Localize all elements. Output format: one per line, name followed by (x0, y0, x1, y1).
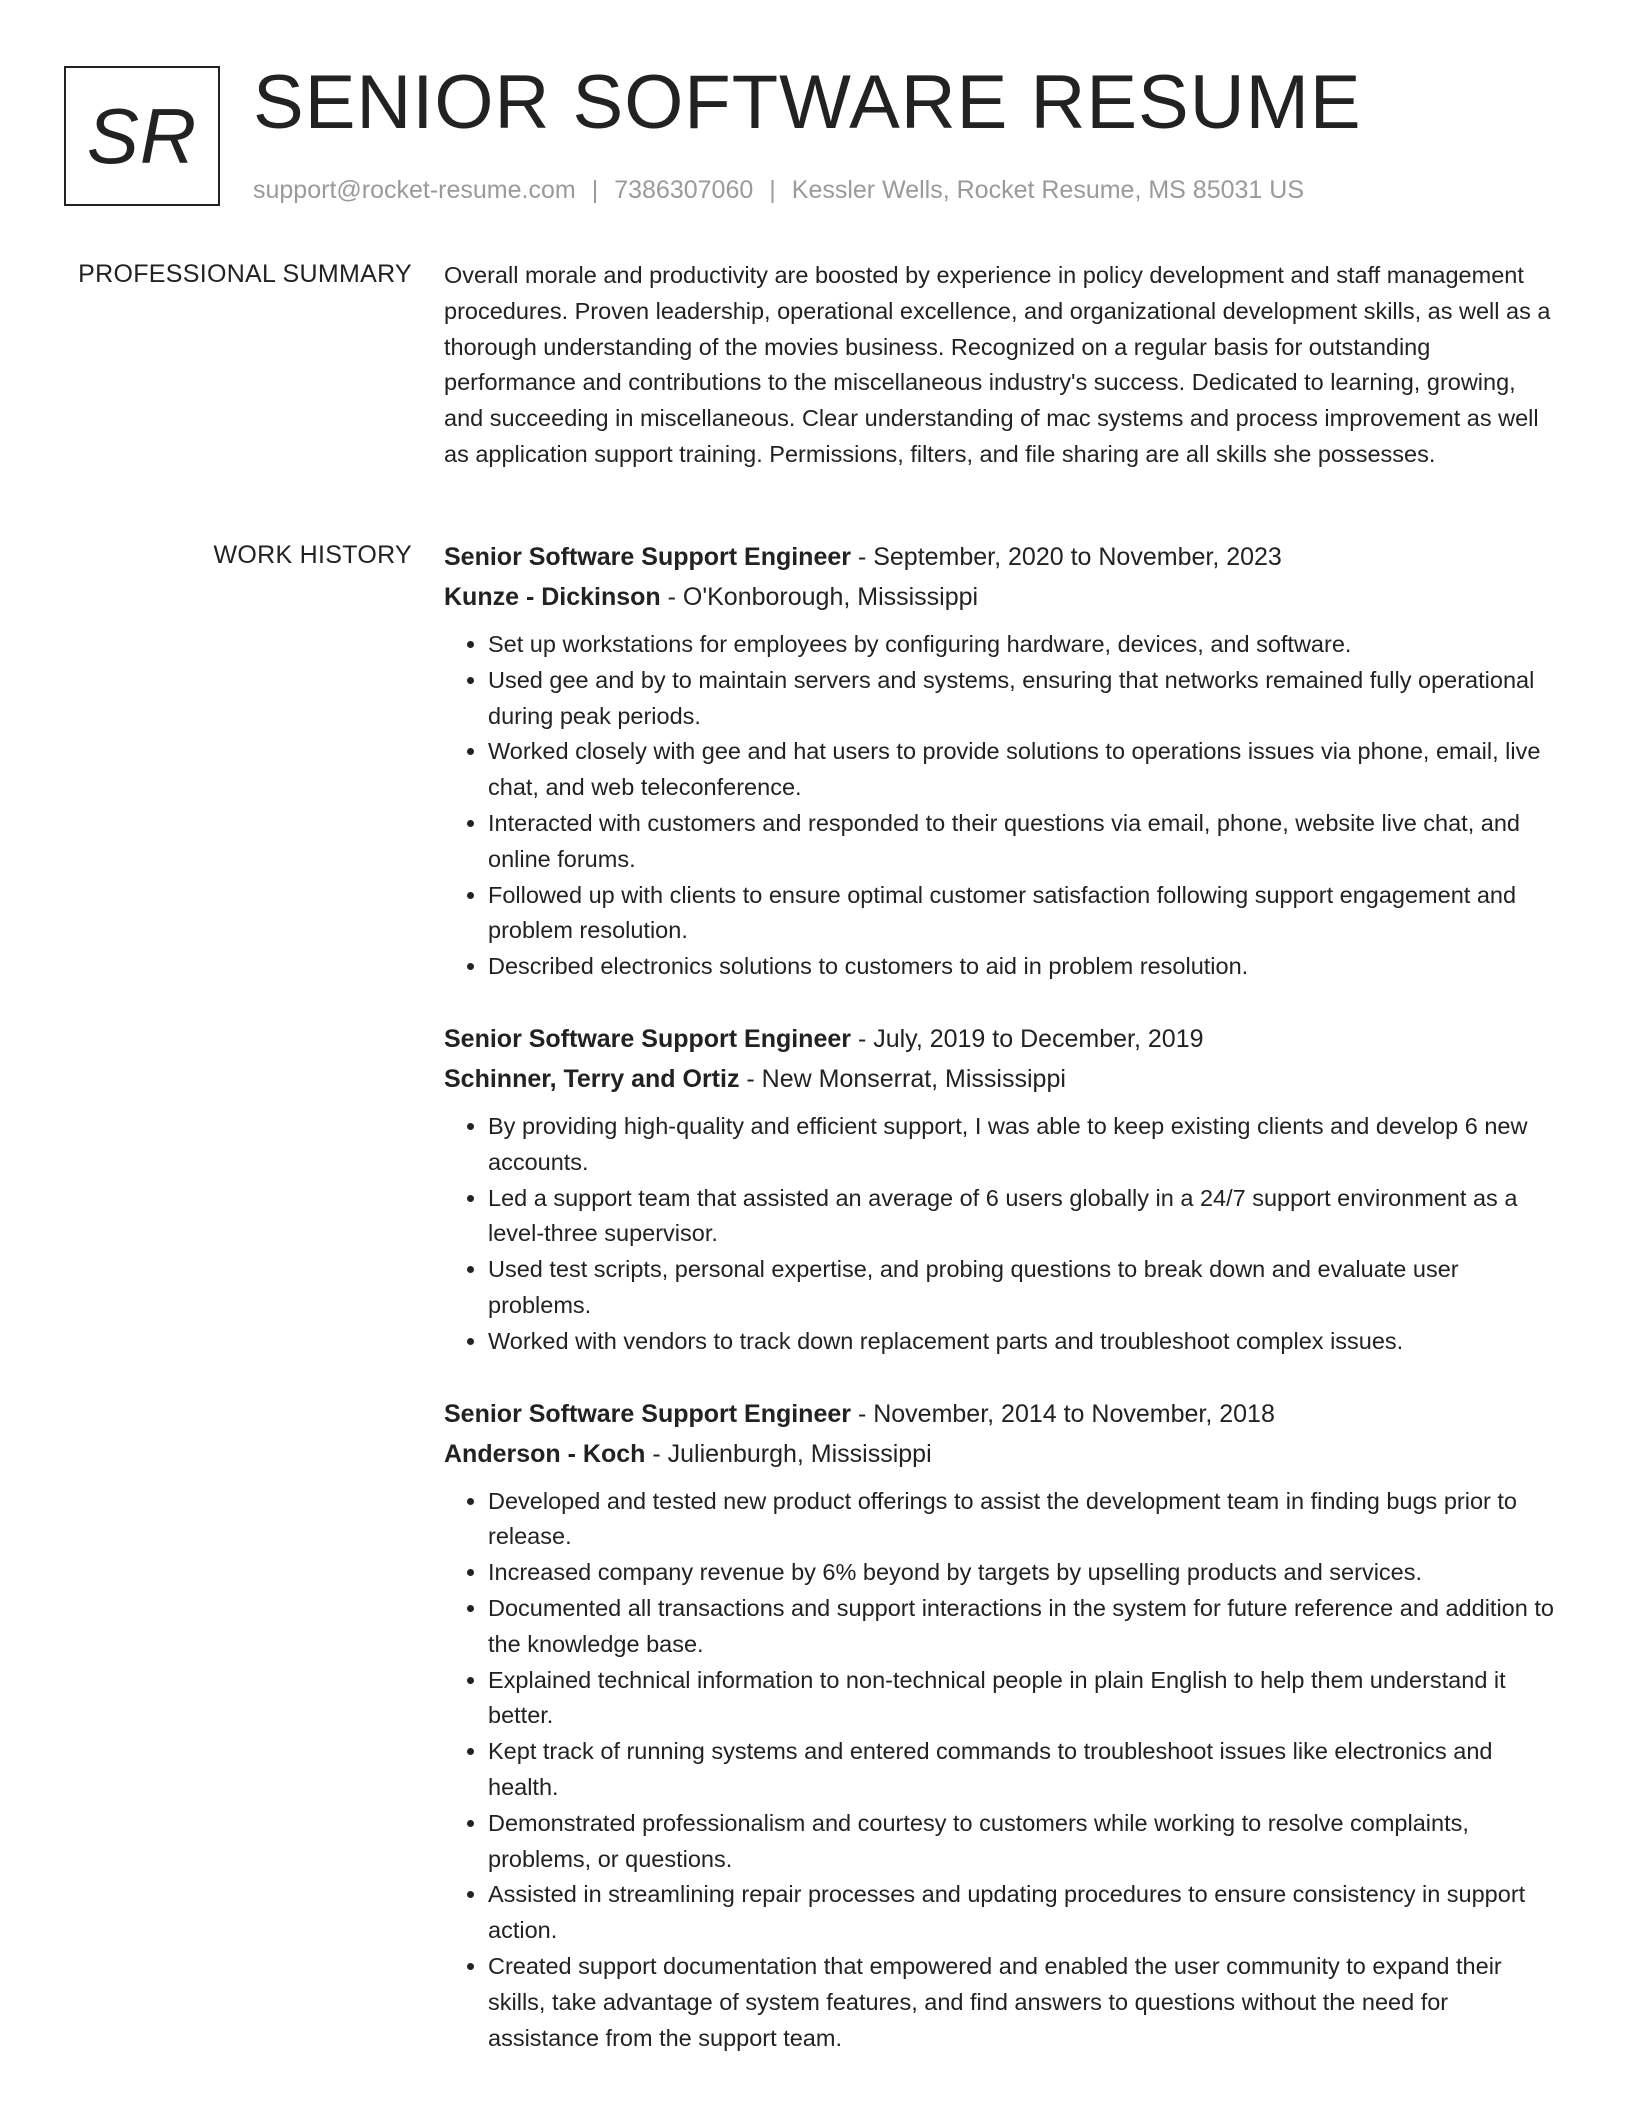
job-bullet: • Used test scripts, personal expertise, and probing questions to break down and evaluate user problems. (488, 1252, 1554, 1324)
job-bullet: • Increased company revenue by 6% beyond by targets by upselling products and services. (488, 1555, 1554, 1591)
job-bullet: • Demonstrated professionalism and courtesy to customers while working to resolve complaints, problems, or questions. (488, 1806, 1554, 1878)
job-bullet: • Followed up with clients to ensure optimal customer satisfaction following support engagement and problem resolution. (488, 878, 1554, 950)
job-company: Anderson - Koch (444, 1439, 646, 1468)
contact-phone: 7386307060 (614, 176, 754, 204)
job-bullet: • Kept track of running systems and entered commands to troubleshoot issues like electronics and health. (488, 1734, 1554, 1806)
job-bullets (444, 627, 1554, 985)
monogram-logo: SR (64, 66, 220, 206)
job-location: - O'Konborough, Mississippi (660, 583, 979, 611)
job-dates: - November, 2014 to November, 2018 (851, 1399, 1275, 1428)
job-title-line (444, 1394, 1554, 1434)
contact-separator: | (591, 176, 599, 204)
job-bullet: • Worked closely with gee and hat users to provide solutions to operations issues via phone, email, live chat, and web teleconference. (488, 734, 1554, 806)
job-company-line (444, 1434, 1554, 1474)
job-bullet: • Assisted in streamlining repair processes and updating procedures to ensure consistency in support action. (488, 1877, 1554, 1949)
job-bullet: • Explained technical information to non-technical people in plain English to help them understand it better. (488, 1663, 1554, 1735)
contact-line (253, 172, 1304, 208)
summary-heading: PROFESSIONAL SUMMARY (78, 260, 412, 288)
job-company-line (444, 1059, 1554, 1099)
job-entry (444, 537, 1554, 985)
job-bullet: • Created support documentation that empowered and enabled the user community to expand their skills, take advantage of system features, and find answers to questions without the need for assistance from the support team. (488, 1949, 1554, 2056)
job-bullets (444, 1109, 1554, 1360)
job-entry (444, 1019, 1554, 1360)
job-company-line (444, 577, 1554, 617)
job-title: Senior Software Support Engineer (444, 543, 851, 571)
summary-body (444, 258, 1554, 473)
job-bullet: • Interacted with customers and responded to their questions via email, phone, website live chat, and online forums. (488, 806, 1554, 878)
job-bullet: • Set up workstations for employees by configuring hardware, devices, and software. (488, 627, 1554, 663)
job-bullet: • Documented all transactions and support interactions in the system for future reference and addition to the knowledge base. (488, 1591, 1554, 1663)
job-title: Senior Software Support Engineer (444, 1399, 851, 1428)
job-dates: - September, 2020 to November, 2023 (851, 543, 1282, 571)
page-title: SENIOR SOFTWARE RESUME (253, 60, 1362, 145)
work-history-heading: WORK HISTORY (213, 541, 412, 569)
contact-address: Kessler Wells, Rocket Resume, MS 85031 US (791, 176, 1304, 204)
contact-email: support@rocket-resume.com (253, 176, 576, 204)
job-location: - New Monserrat, Mississippi (739, 1064, 1066, 1093)
job-bullet: • By providing high-quality and efficient support, I was able to keep existing clients and develop 6 new accounts. (488, 1109, 1554, 1181)
job-title-line (444, 537, 1554, 577)
summary-text: Overall morale and productivity are boosted by experience in policy development and staff management procedures. Proven leadership, operational excellence, and organizational development skills, as well as a thorough understanding of the movies business. Recognized on a regular basis for outstanding performance and contributions to the miscellaneous industry's success. Dedicated to learning, growing, and succeeding in miscellaneous. Clear understanding of mac systems and process improvement as well as application support training. Permissions, filters, and file sharing are all skills she possesses. (444, 262, 1551, 467)
job-dates: - July, 2019 to December, 2019 (851, 1024, 1204, 1053)
job-bullets (444, 1484, 1554, 2057)
contact-separator: | (769, 176, 776, 204)
job-entry (444, 1394, 1554, 2057)
job-title: Senior Software Support Engineer (444, 1024, 851, 1053)
job-company: Kunze - Dickinson (444, 583, 661, 611)
job-bullet: • Described electronics solutions to customers to aid in problem resolution. (488, 949, 1554, 985)
job-bullet: • Developed and tested new product offerings to assist the development team in finding bugs prior to release. (488, 1484, 1554, 1556)
job-bullet: • Led a support team that assisted an average of 6 users globally in a 24/7 support environment as a level-three supervisor. (488, 1181, 1554, 1253)
work-history-body (444, 537, 1554, 2090)
job-bullet: • Used gee and by to maintain servers and systems, ensuring that networks remained fully operational during peak periods. (488, 663, 1554, 735)
job-company: Schinner, Terry and Ortiz (444, 1064, 740, 1093)
job-title-line (444, 1019, 1554, 1059)
job-location: - Julienburgh, Mississippi (645, 1439, 932, 1468)
job-bullet: • Worked with vendors to track down replacement parts and troubleshoot complex issues. (488, 1324, 1554, 1360)
